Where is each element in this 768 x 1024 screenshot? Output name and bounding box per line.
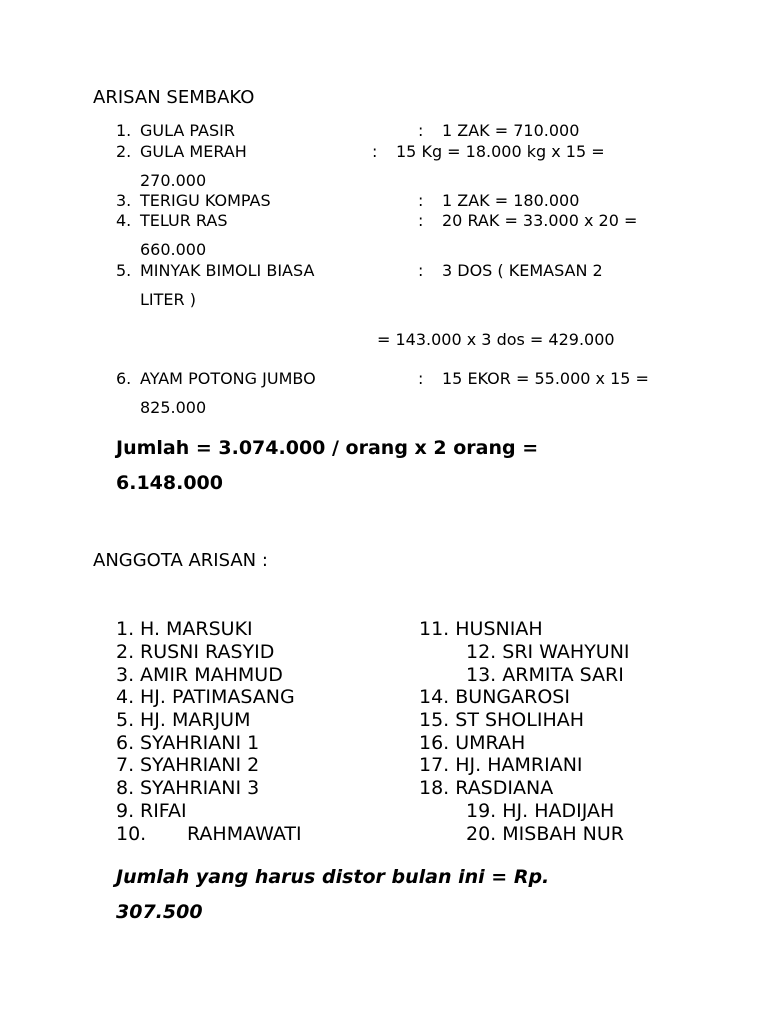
item-detail-continued: 270.000 <box>140 171 207 190</box>
item-name: MINYAK BIMOLI BIASA <box>140 261 315 280</box>
page-title: ARISAN SEMBAKO <box>93 87 255 108</box>
item-number: 5. <box>116 261 132 280</box>
item-detail: 15 Kg = 18.000 kg x 15 = <box>396 142 605 161</box>
member-number: 3. <box>116 664 135 686</box>
member-name: SYAHRIANI 2 <box>140 754 260 776</box>
member-entry: 18. RASDIANA <box>419 777 554 799</box>
member-number: 2. <box>116 641 135 663</box>
item-detail: 15 EKOR = 55.000 x 15 = <box>442 369 649 388</box>
item-detail-continued: 660.000 <box>140 240 207 259</box>
member-name: SYAHRIANI 3 <box>140 777 260 799</box>
member-name: AMIR MAHMUD <box>140 664 283 686</box>
item-number: 1. <box>116 121 132 140</box>
item-detail: 20 RAK = 33.000 x 20 = <box>442 211 638 230</box>
member-number: 5. <box>116 709 135 731</box>
member-number: 6. <box>116 732 135 754</box>
item-name: AYAM POTONG JUMBO <box>140 369 316 388</box>
item-separator: : <box>418 211 424 230</box>
item-detail-continued: 825.000 <box>140 398 207 417</box>
member-number: 1. <box>116 618 135 640</box>
member-number: 7. <box>116 754 135 776</box>
item-separator: : <box>418 369 424 388</box>
item-number: 4. <box>116 211 132 230</box>
member-entry: 13. ARMITA SARI <box>466 664 624 686</box>
member-name: RAHMAWATI <box>187 823 302 845</box>
member-name: HJ. MARJUM <box>140 709 251 731</box>
item-detail: 3 DOS ( KEMASAN 2 <box>442 261 603 280</box>
item-separator: : <box>418 121 424 140</box>
member-entry: 16. UMRAH <box>419 732 526 754</box>
item-detail-continued: LITER ) <box>140 290 196 309</box>
member-name: H. MARSUKI <box>140 618 253 640</box>
item-name: TELUR RAS <box>140 211 228 230</box>
member-name: RUSNI RASYID <box>140 641 275 663</box>
deposit-value: 307.500 <box>116 901 203 923</box>
item-name: GULA PASIR <box>140 121 235 140</box>
item-separator: : <box>372 142 378 161</box>
item-detail: 1 ZAK = 710.000 <box>442 121 580 140</box>
member-entry: 17. HJ. HAMRIANI <box>419 754 583 776</box>
total-line: Jumlah = 3.074.000 / orang x 2 orang = <box>116 437 539 459</box>
member-number: 4. <box>116 686 135 708</box>
member-entry: 12. SRI WAHYUNI <box>466 641 630 663</box>
member-entry: 20. MISBAH NUR <box>466 823 624 845</box>
item-number: 2. <box>116 142 132 161</box>
member-entry: 19. HJ. HADIJAH <box>466 800 615 822</box>
item-name: GULA MERAH <box>140 142 247 161</box>
member-entry: 14. BUNGAROSI <box>419 686 570 708</box>
item-separator: : <box>418 261 424 280</box>
total-value: 6.148.000 <box>116 472 223 494</box>
member-number: 10. <box>116 823 147 845</box>
member-entry: 11. HUSNIAH <box>419 618 543 640</box>
item-number: 3. <box>116 191 132 210</box>
item-calculation: = 143.000 x 3 dos = 429.000 <box>377 330 615 349</box>
member-name: RIFAI <box>140 800 187 822</box>
item-detail: 1 ZAK = 180.000 <box>442 191 580 210</box>
deposit-line: Jumlah yang harus distor bulan ini = Rp. <box>116 866 550 888</box>
member-entry: 15. ST SHOLIHAH <box>419 709 585 731</box>
item-name: TERIGU KOMPAS <box>140 191 271 210</box>
member-number: 8. <box>116 777 135 799</box>
member-name: SYAHRIANI 1 <box>140 732 260 754</box>
member-name: HJ. PATIMASANG <box>140 686 295 708</box>
members-title: ANGGOTA ARISAN : <box>93 550 268 571</box>
item-number: 6. <box>116 369 132 388</box>
member-number: 9. <box>116 800 135 822</box>
item-separator: : <box>418 191 424 210</box>
